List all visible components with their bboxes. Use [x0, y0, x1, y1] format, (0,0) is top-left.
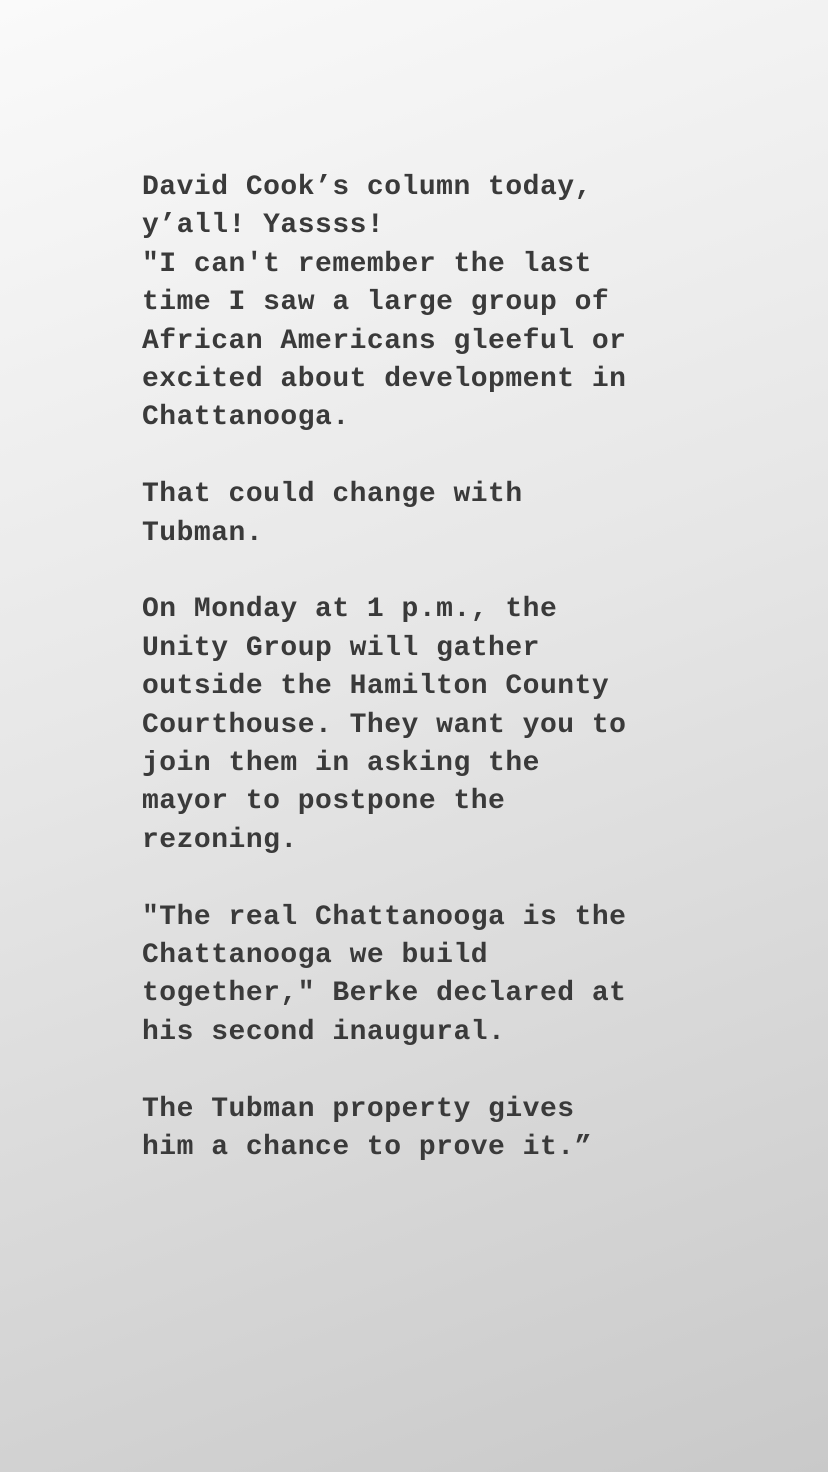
paragraph-spacer [142, 438, 802, 476]
story-intro: David Cook’s column today, y’all! Yassss! [142, 172, 592, 242]
story-text-overlay [142, 169, 802, 1168]
quote-paragraph: On Monday at 1 p.m., the Unity Group will gather outside the Hamilton County Courthouse. They want you to join them in asking the mayor to postpone the rezoning. [142, 594, 627, 856]
paragraph-spacer [142, 860, 802, 898]
quote-paragraph: That could change with Tubman. [142, 479, 523, 549]
paragraph-spacer [142, 553, 802, 591]
quote-paragraph: "The real Chattanooga is the Chattanooga we build together," Berke declared at his second inaugural. [142, 901, 627, 1048]
quote-paragraph: "I can't remember the last time I saw a large group of African Americans gleeful or excited about development in Chattanooga. [142, 248, 627, 434]
quote-paragraph: The Tubman property gives him a chance to prove it.” [142, 1093, 592, 1164]
paragraph-spacer [142, 1052, 802, 1090]
